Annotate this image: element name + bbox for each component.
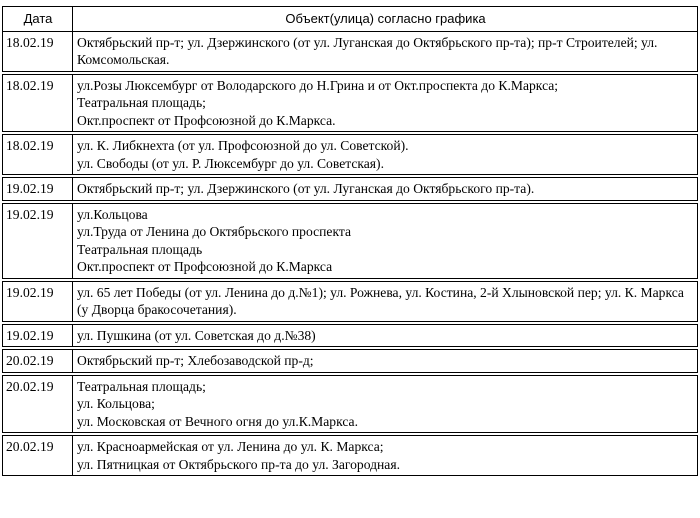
table-row bbox=[3, 350, 698, 373]
object-line: ул. Пятницкая от Октябрьского пр-та до ул. Загородная. bbox=[77, 456, 400, 472]
object-line: Октябрьский пр-т; Хлебозаводской пр-д; bbox=[77, 353, 314, 368]
date-cell: 19.02.19 bbox=[3, 203, 73, 278]
header-object: Объект(улица) согласно графика bbox=[73, 7, 698, 32]
date-cell: 18.02.19 bbox=[3, 31, 73, 71]
object-cell bbox=[73, 436, 698, 476]
object-line: Октябрьский пр-т; ул. Дзержинского (от ул. Луганская до Октябрьского пр-та); пр-т Строителей; ул. Комсомольская. bbox=[77, 34, 658, 67]
object-line: Театральная площадь; bbox=[77, 95, 206, 110]
object-line: ул. Свободы (от ул. Р. Люксембург до ул. Советская). bbox=[77, 155, 384, 171]
schedule-document bbox=[2, 6, 697, 476]
date-cell: 18.02.19 bbox=[3, 135, 73, 175]
schedule-table bbox=[2, 6, 698, 476]
object-line: ул. Пушкина (от ул. Советская до д.№38) bbox=[77, 327, 316, 343]
date-cell: 19.02.19 bbox=[3, 324, 73, 347]
object-cell bbox=[73, 135, 698, 175]
object-cell bbox=[73, 281, 698, 321]
object-line: Театральная площадь bbox=[77, 241, 203, 257]
header-row bbox=[3, 7, 698, 32]
date-cell: 19.02.19 bbox=[3, 281, 73, 321]
object-line: ул. 65 лет Победы (от ул. Ленина до д.№1); ул. Рожнева, ул. Костина, 2-й Хлыновской пер; ул. К. Маркса (у Дворца бракосочетания). bbox=[77, 284, 684, 317]
date-cell: 20.02.19 bbox=[3, 375, 73, 433]
object-line: Театральная площадь; bbox=[77, 378, 206, 394]
object-line: ул.Труда от Ленина до Октябрьского проспекта bbox=[77, 224, 352, 239]
date-cell: 20.02.19 bbox=[3, 436, 73, 476]
table-row bbox=[3, 436, 698, 476]
table-row bbox=[3, 74, 698, 132]
object-line: Окт.проспект от Профсоюзной до К.Маркса bbox=[77, 259, 333, 274]
table-row bbox=[3, 203, 698, 278]
object-line: Окт.проспект от Профсоюзной до К.Маркса. bbox=[77, 112, 336, 128]
object-cell bbox=[73, 74, 698, 132]
object-line: ул. Московская от Вечного огня до ул.К.Маркса. bbox=[77, 413, 358, 429]
date-cell: 18.02.19 bbox=[3, 74, 73, 132]
object-cell bbox=[73, 324, 698, 347]
header-date: Дата bbox=[3, 7, 73, 32]
table-row bbox=[3, 135, 698, 175]
object-cell bbox=[73, 203, 698, 278]
table-row bbox=[3, 31, 698, 71]
table-row bbox=[3, 375, 698, 433]
object-cell bbox=[73, 375, 698, 433]
table-row bbox=[3, 324, 698, 347]
object-line: ул. Кольцова; bbox=[77, 396, 155, 411]
object-line: ул. К. Либкнехта (от ул. Профсоюзной до ул. Советской). bbox=[77, 138, 409, 153]
date-cell: 20.02.19 bbox=[3, 350, 73, 373]
schedule-rows bbox=[3, 31, 698, 476]
date-cell: 19.02.19 bbox=[3, 178, 73, 201]
object-cell bbox=[73, 31, 698, 71]
object-cell bbox=[73, 350, 698, 373]
object-line: ул.Розы Люксембург от Володарского до Н.Грина и от Окт.проспекта до К.Маркса; bbox=[77, 77, 559, 93]
table-row bbox=[3, 281, 698, 321]
object-line: ул.Кольцова bbox=[77, 206, 148, 222]
object-cell bbox=[73, 178, 698, 201]
object-line: Октябрьский пр-т; ул. Дзержинского (от ул. Луганская до Октябрьского пр-та). bbox=[77, 181, 535, 196]
table-row bbox=[3, 178, 698, 201]
object-line: ул. Красноармейская от ул. Ленина до ул. К. Маркса; bbox=[77, 439, 384, 454]
